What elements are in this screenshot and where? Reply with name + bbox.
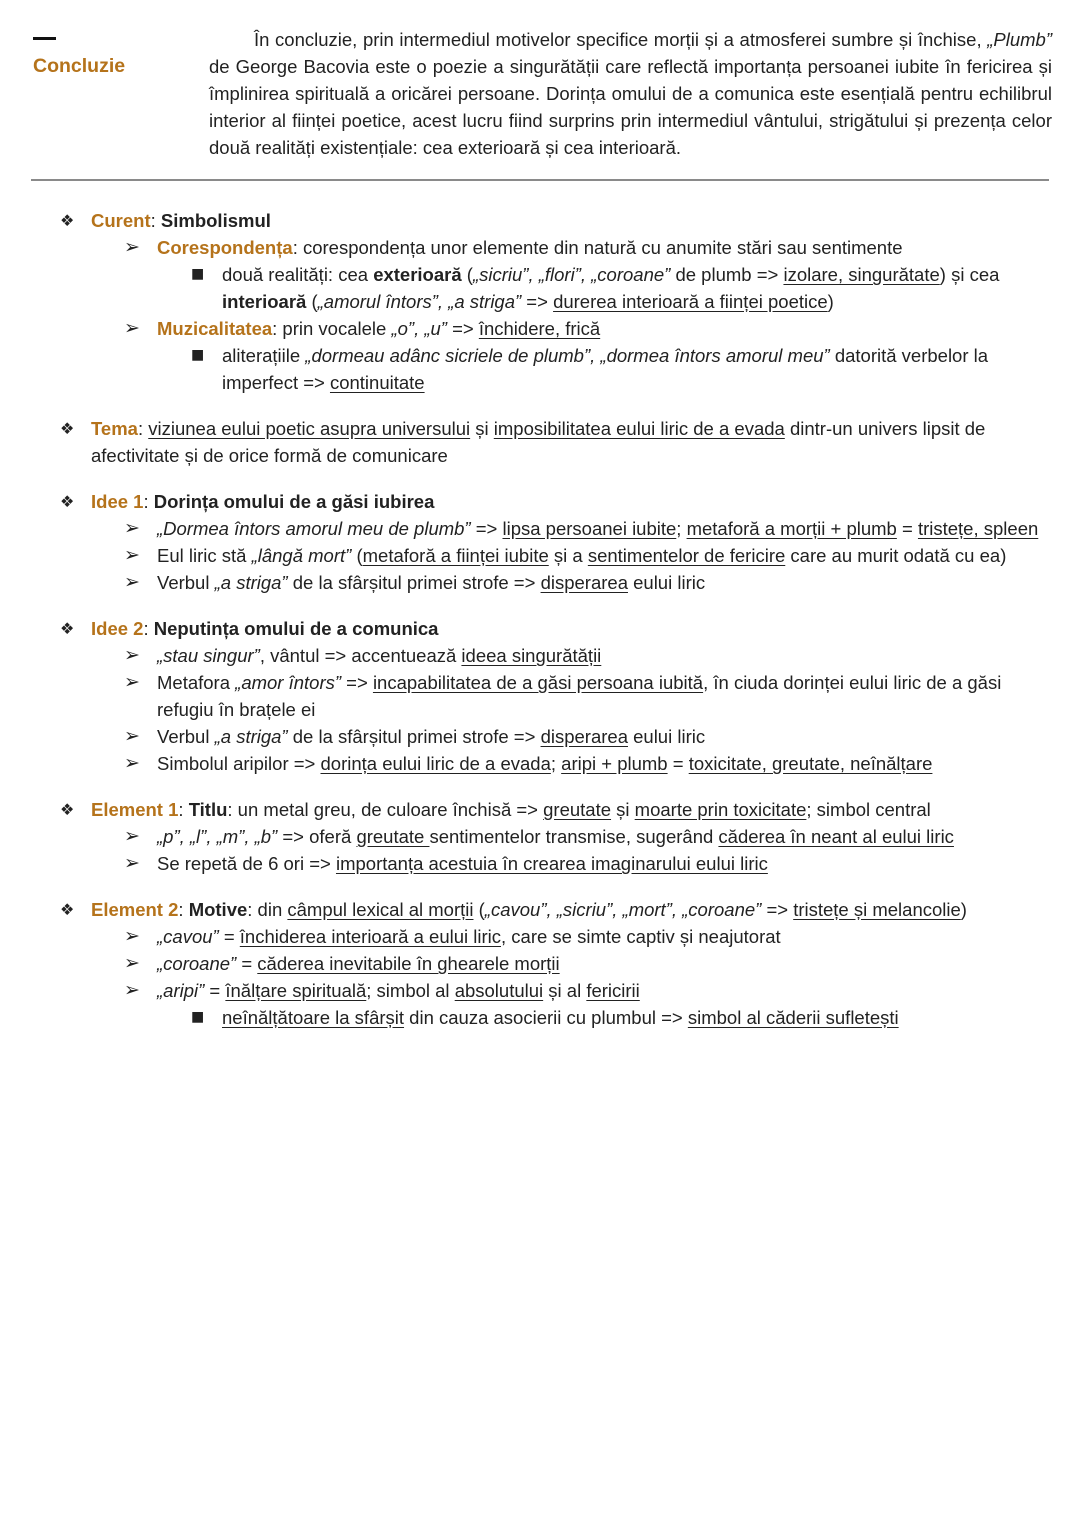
text: Metafora — [157, 672, 236, 693]
quote-text: „amor întors” — [235, 672, 342, 693]
square-bullet-icon: ■ — [191, 347, 205, 363]
bold-text: Dorința omului de a găsi iubirea — [153, 491, 435, 512]
text: : — [178, 799, 189, 820]
text: : — [178, 899, 189, 920]
section-label: Element 1 — [91, 799, 179, 820]
text: : — [143, 618, 154, 639]
underlined-text: închidere, frică — [478, 318, 601, 339]
arrow-bullet-icon: ➢ — [124, 544, 140, 566]
text: de la sfârșitul primei strofe => — [287, 572, 541, 593]
list-item — [0, 923, 1047, 950]
text: din cauza asocierii cu plumbul => — [404, 1007, 688, 1028]
text: și a — [548, 545, 588, 566]
text: datorită verbelor la imperfect => — [222, 345, 989, 393]
list-item — [0, 207, 1041, 234]
list-item — [0, 342, 1052, 396]
quote-text: „amorul întors”, „a striga” — [317, 291, 522, 312]
diamond-bullet-icon: ❖ — [60, 211, 75, 230]
underlined-text: durerea interioară a ființei poetice — [553, 291, 828, 312]
text: eului liric — [627, 572, 706, 593]
diamond-bullet-icon: ❖ — [60, 900, 75, 919]
section-label: Idee 1 — [91, 491, 144, 512]
list-item — [0, 850, 1047, 877]
underlined-text: moarte prin toxicitate — [634, 799, 807, 820]
underlined-text: imposibilitatea eului liric de a evada — [493, 418, 785, 439]
text: : — [143, 491, 154, 512]
underlined-text: lipsa persoanei iubite — [502, 518, 677, 539]
arrow-bullet-icon: ➢ — [124, 644, 140, 666]
underlined-text: tristețe și melancolie — [793, 899, 961, 920]
underlined-text: închiderea interioară a eului liric — [239, 926, 501, 947]
bold-text: Motive — [188, 899, 248, 920]
text: => — [341, 672, 373, 693]
bold-text: Neputința omului de a comunica — [153, 618, 439, 639]
underlined-text: sentimentelor de fericire — [587, 545, 786, 566]
outline — [0, 207, 1080, 1050]
section-label: Muzicalitatea — [157, 318, 273, 339]
text: : din — [247, 899, 288, 920]
text: Verbul — [157, 572, 215, 593]
list-item — [0, 642, 1047, 669]
diamond-bullet-icon: ❖ — [60, 619, 75, 638]
list-item — [0, 515, 1047, 542]
quote-text: „Dormea întors amorul meu de plumb” — [157, 518, 471, 539]
arrow-bullet-icon: ➢ — [124, 671, 140, 693]
text: Se repetă de 6 ori => — [157, 853, 336, 874]
arrow-bullet-icon: ➢ — [124, 517, 140, 539]
text: Eul liric stă — [157, 545, 252, 566]
section-label: Idee 2 — [91, 618, 144, 639]
list-item — [0, 488, 1041, 515]
outline-section — [0, 488, 1080, 596]
text: = — [218, 926, 240, 947]
text: : un metal greu, de culoare închisă => — [227, 799, 544, 820]
text: => — [470, 518, 503, 539]
text: => — [761, 899, 794, 920]
list-item — [0, 950, 1047, 977]
text: = — [236, 953, 258, 974]
text: ) și cea — [939, 264, 1000, 285]
text: : corespondența unor elemente din natură cu anumite stări sau sentimente — [292, 237, 903, 258]
text: ; — [676, 518, 687, 539]
outline-section — [0, 415, 1080, 469]
text: , vântul => accentuează — [259, 645, 462, 666]
section-label: Tema — [91, 418, 138, 439]
outline-section — [0, 796, 1080, 877]
underlined-text: tristețe, spleen — [917, 518, 1039, 539]
text: : — [137, 418, 149, 439]
underlined-text: greutate — [543, 799, 612, 820]
arrow-bullet-icon: ➢ — [124, 571, 140, 593]
arrow-bullet-icon: ➢ — [124, 317, 140, 339]
diamond-bullet-icon: ❖ — [60, 419, 75, 438]
text: ( — [351, 545, 363, 566]
quote-text: „dormeau adânc sicriele de plumb”, „dormea întors amorul meu” — [305, 345, 830, 366]
section-label: Curent — [91, 210, 151, 231]
quote-text: „o”, „u” — [391, 318, 447, 339]
list-item — [0, 823, 1047, 850]
text: Verbul — [157, 726, 215, 747]
list-item — [0, 615, 1041, 642]
quote-text: „a striga” — [214, 726, 288, 747]
text: ; simbol central — [806, 799, 931, 820]
list-item — [0, 896, 1041, 923]
text: aliterațiile — [222, 345, 306, 366]
quote-text: „Plumb” — [987, 29, 1052, 50]
text: , în ciuda dorinței eului liric de a găsi refugiu în brațele ei — [157, 672, 1002, 720]
list-item — [0, 723, 1047, 750]
list-item — [0, 234, 1047, 261]
square-bullet-icon: ■ — [191, 1009, 205, 1025]
list-item — [0, 569, 1047, 596]
text: = — [896, 518, 918, 539]
outline-section — [0, 207, 1080, 396]
bold-text: exterioară — [373, 264, 462, 285]
conclusion-paragraph — [209, 26, 1052, 161]
text: => oferă — [277, 826, 357, 847]
quote-text: „coroane” — [157, 953, 237, 974]
text: ; — [550, 753, 562, 774]
text: ( — [306, 291, 318, 312]
text: Simbolul aripilor => — [157, 753, 321, 774]
underlined-text: incapabilitatea de a găsi persoana iubită — [372, 672, 704, 693]
text: și al — [543, 980, 587, 1001]
text: și — [470, 418, 494, 439]
underlined-text: continuitate — [329, 372, 425, 393]
quote-text: „sicriu”, „flori”, „coroane” — [472, 264, 671, 285]
arrow-bullet-icon: ➢ — [124, 752, 140, 774]
text: ) — [960, 899, 967, 920]
underlined-text: câmpul lexical al morții — [287, 899, 474, 920]
underlined-text: absolutului — [454, 980, 544, 1001]
underlined-text: ideea singurătății — [461, 645, 602, 666]
text: care au murit odată cu ea) — [785, 545, 1007, 566]
list-item — [0, 1004, 1052, 1031]
arrow-bullet-icon: ➢ — [124, 925, 140, 947]
arrow-bullet-icon: ➢ — [124, 952, 140, 974]
underlined-text: toxicitate, greutate, neînălțare — [688, 753, 933, 774]
text: , care se simte captiv și neajutorat — [501, 926, 781, 947]
list-item — [0, 415, 1041, 469]
square-bullet-icon: ■ — [191, 266, 205, 282]
text: ( — [461, 264, 473, 285]
bold-text: interioară — [222, 291, 307, 312]
list-item — [0, 315, 1047, 342]
bold-text: Titlu — [188, 799, 228, 820]
underlined-text: importanța acestuia în crearea imaginarului eului liric — [335, 853, 768, 874]
diamond-bullet-icon: ❖ — [60, 800, 75, 819]
quote-text: „p”, „l”, „m”, „b” — [157, 826, 278, 847]
underlined-text: fericirii — [586, 980, 640, 1001]
underlined-text: neînălțătoare la sfârșit — [222, 1007, 405, 1028]
quote-text: „cavou”, „sicriu”, „mort”, „coroane” — [484, 899, 762, 920]
arrow-bullet-icon: ➢ — [124, 979, 140, 1001]
section-dash — [33, 37, 56, 40]
text: => — [521, 291, 554, 312]
text: două realități: cea — [222, 264, 374, 285]
underlined-text: viziunea eului poetic asupra universului — [148, 418, 471, 439]
outline-section — [0, 896, 1080, 1031]
text: eului liric — [627, 726, 706, 747]
horizontal-rule — [31, 179, 1049, 181]
underlined-text: metaforă a morții + plumb — [686, 518, 897, 539]
text: dintr-un univers lipsit de afectivitate și de orice formă de comunicare — [91, 418, 986, 466]
underlined-text: căderea în neant al eului liric — [718, 826, 954, 847]
text: ) — [827, 291, 834, 312]
list-item — [0, 796, 1041, 823]
list-item — [0, 669, 1047, 723]
underlined-text: metaforă a ființei iubite — [362, 545, 549, 566]
underlined-text: greutate — [356, 826, 430, 847]
list-item — [0, 750, 1047, 777]
arrow-bullet-icon: ➢ — [124, 825, 140, 847]
text: : — [150, 210, 161, 231]
arrow-bullet-icon: ➢ — [124, 852, 140, 874]
text: de plumb => — [670, 264, 784, 285]
list-item — [0, 977, 1047, 1004]
underlined-text: izolare, singurătate — [783, 264, 940, 285]
section-label: Element 2 — [91, 899, 179, 920]
underlined-text: disperarea — [540, 726, 628, 747]
text: = — [667, 753, 689, 774]
underlined-text: aripi + plumb — [561, 753, 668, 774]
arrow-bullet-icon: ➢ — [124, 725, 140, 747]
list-item — [0, 261, 1052, 315]
underlined-text: simbol al căderii sufletești — [687, 1007, 899, 1028]
arrow-bullet-icon: ➢ — [124, 236, 140, 258]
underlined-text: dorința eului liric de a evada — [320, 753, 551, 774]
underlined-text: înălțare spirituală — [225, 980, 367, 1001]
quote-text: „cavou” — [157, 926, 219, 947]
quote-text: „stau singur” — [157, 645, 260, 666]
diamond-bullet-icon: ❖ — [60, 492, 75, 511]
bold-text: Simbolismul — [160, 210, 271, 231]
text: ( — [473, 899, 485, 920]
text: = — [204, 980, 226, 1001]
text: sentimentelor transmise, sugerând — [429, 826, 719, 847]
text: În concluzie, prin intermediul motivelor specifice morții și a atmosferei sumbre și închise, — [254, 29, 988, 50]
quote-text: „a striga” — [214, 572, 288, 593]
text: => — [446, 318, 479, 339]
outline-section — [0, 615, 1080, 777]
text: de la sfârșitul primei strofe => — [287, 726, 541, 747]
conclusion-label: Concluzie — [33, 55, 126, 77]
text: : prin vocalele — [272, 318, 392, 339]
underlined-text: disperarea — [540, 572, 628, 593]
list-item — [0, 542, 1047, 569]
quote-text: „aripi” — [157, 980, 205, 1001]
quote-text: „lângă mort” — [251, 545, 352, 566]
underlined-text: căderea inevitabile în ghearele morții — [257, 953, 560, 974]
section-label: Corespondența — [157, 237, 293, 258]
text: și — [611, 799, 635, 820]
text: de George Bacovia este o poezie a singurătății care reflectă importanța persoanei iubite în fericirea și împlinirea spirituală a oricărei persoane. Dorința omului de a comunica este esențială pentru echilibrul interior al ființei poetice, acest lucru fiind surprins prin intermediul vântului, strigătului și prezența celor două realități existențiale: cea exterioară și cea interioară. — [209, 56, 1052, 158]
text: ; simbol al — [366, 980, 455, 1001]
